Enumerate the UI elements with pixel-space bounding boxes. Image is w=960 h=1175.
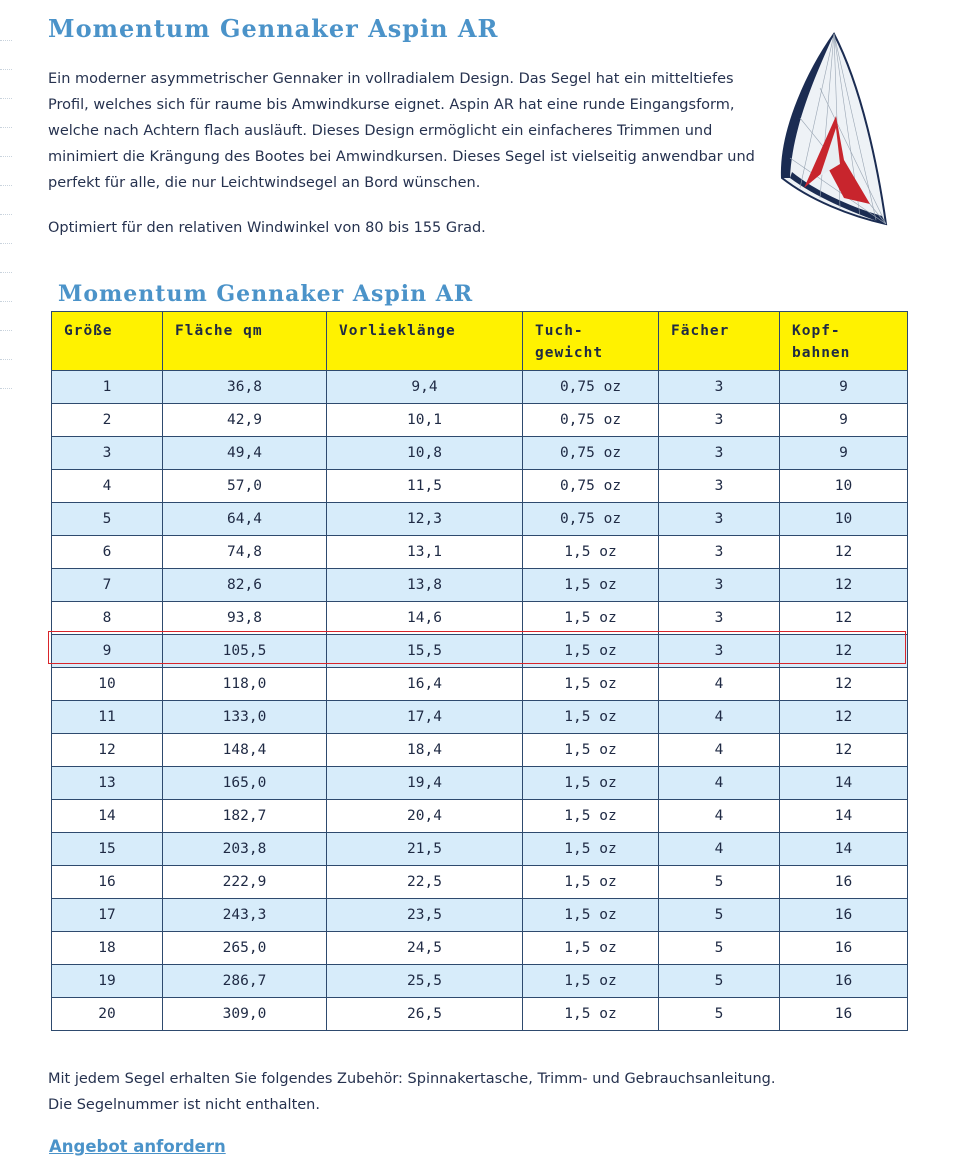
table-row [52,437,908,470]
table-cell: 13 [52,767,163,800]
table-cell: 12 [780,734,908,767]
table-cell: 105,5 [163,635,327,668]
table-cell: 16 [52,866,163,899]
table-title: Momentum Gennaker Aspin AR [58,281,474,307]
table-row [52,866,908,899]
table-cell: 2 [52,404,163,437]
table-cell: 4 [659,800,780,833]
table-cell: 12 [780,536,908,569]
table-cell: 42,9 [163,404,327,437]
accessories-line: Die Segelnummer ist nicht enthalten. [48,1097,320,1113]
table-cell: 1,5 oz [523,536,659,569]
col-header-area: Fläche qm [163,312,327,371]
table-cell: 21,5 [327,833,523,866]
table-cell: 15 [52,833,163,866]
table-cell: 14 [780,833,908,866]
table-cell: 12 [780,602,908,635]
table-cell: 0,75 oz [523,470,659,503]
table-cell: 5 [659,932,780,965]
col-header-panels: Fächer [659,312,780,371]
description-line: perfekt für alle, die nur Leichtwindsegel an Bord wünschen. [48,175,481,191]
table-cell: 9,4 [327,371,523,404]
table-cell: 16 [780,932,908,965]
table-cell: 13,1 [327,536,523,569]
table-cell: 82,6 [163,569,327,602]
table-cell: 5 [659,998,780,1031]
table-cell: 3 [52,437,163,470]
table-cell: 93,8 [163,602,327,635]
table-cell: 12,3 [327,503,523,536]
table-cell: 14 [52,800,163,833]
table-cell: 5 [659,965,780,998]
table-cell: 9 [780,371,908,404]
left-guide-lines [0,40,14,417]
table-cell: 3 [659,437,780,470]
table-cell: 15,5 [327,635,523,668]
table-cell: 4 [659,668,780,701]
table-cell: 203,8 [163,833,327,866]
table-cell: 12 [780,701,908,734]
table-cell: 18 [52,932,163,965]
table-row [52,899,908,932]
table-cell: 1,5 oz [523,602,659,635]
table-cell: 1,5 oz [523,998,659,1031]
page-title: Momentum Gennaker Aspin AR [48,14,499,43]
table-cell: 148,4 [163,734,327,767]
table-cell: 16 [780,899,908,932]
table-cell: 118,0 [163,668,327,701]
sail-size-table [51,311,908,1031]
description-line: welche nach Achtern flach ausläuft. Dieses Design ermöglicht ein einfacheres Trimmen und [48,123,713,139]
accessories-note [48,1066,776,1118]
table-cell: 10,8 [327,437,523,470]
col-header-size: Größe [52,312,163,371]
table-cell: 222,9 [163,866,327,899]
table-cell: 11 [52,701,163,734]
table-cell: 19 [52,965,163,998]
table-cell: 5 [659,866,780,899]
table-cell: 3 [659,569,780,602]
table-cell: 20 [52,998,163,1031]
table-cell: 0,75 oz [523,437,659,470]
table-cell: 64,4 [163,503,327,536]
table-row [52,701,908,734]
table-cell: 16 [780,965,908,998]
table-cell: 182,7 [163,800,327,833]
table-row [52,800,908,833]
table-cell: 16 [780,866,908,899]
table-cell: 243,3 [163,899,327,932]
table-cell: 3 [659,470,780,503]
description-line: minimiert die Krängung des Bootes bei Amwindkursen. Dieses Segel ist vielseitig anwendbar und [48,149,755,165]
table-cell: 7 [52,569,163,602]
table-row [52,503,908,536]
table-cell: 4 [659,701,780,734]
col-header-cloth-weight: Tuch- gewicht [523,312,659,371]
table-cell: 74,8 [163,536,327,569]
table-cell: 1,5 oz [523,569,659,602]
table-cell: 4 [659,734,780,767]
table-row [52,404,908,437]
table-cell: 1,5 oz [523,800,659,833]
table-row [52,536,908,569]
table-cell: 14 [780,800,908,833]
table-cell: 1,5 oz [523,899,659,932]
table-cell: 3 [659,536,780,569]
table-cell: 25,5 [327,965,523,998]
table-cell: 1,5 oz [523,767,659,800]
table-cell: 49,4 [163,437,327,470]
table-cell: 3 [659,503,780,536]
table-cell: 9 [780,437,908,470]
table-cell: 11,5 [327,470,523,503]
table-cell: 0,75 oz [523,503,659,536]
table-row [52,470,908,503]
table-cell: 17 [52,899,163,932]
table-cell: 9 [52,635,163,668]
table-row [52,569,908,602]
table-cell: 1,5 oz [523,965,659,998]
table-cell: 10 [52,668,163,701]
table-cell: 17,4 [327,701,523,734]
table-cell: 309,0 [163,998,327,1031]
table-cell: 20,4 [327,800,523,833]
gennaker-sail-image [770,28,900,238]
table-cell: 8 [52,602,163,635]
table-cell: 0,75 oz [523,371,659,404]
table-cell: 4 [659,833,780,866]
description-line: Ein moderner asymmetrischer Gennaker in vollradialem Design. Das Segel hat ein mitteltiefes [48,71,734,87]
table-cell: 14 [780,767,908,800]
table-cell: 1,5 oz [523,833,659,866]
table-cell: 286,7 [163,965,327,998]
col-header-luff-length: Vorlieklänge [327,312,523,371]
table-cell: 1 [52,371,163,404]
table-cell: 5 [52,503,163,536]
table-cell: 1,5 oz [523,866,659,899]
table-cell: 4 [659,767,780,800]
table-cell: 3 [659,371,780,404]
table-cell: 16 [780,998,908,1031]
table-cell: 36,8 [163,371,327,404]
table-cell: 1,5 oz [523,734,659,767]
table-row [52,635,908,668]
table-cell: 22,5 [327,866,523,899]
wind-angle-text: Optimiert für den relativen Windwinkel von 80 bis 155 Grad. [48,220,486,236]
table-cell: 16,4 [327,668,523,701]
table-row [52,767,908,800]
table-cell: 13,8 [327,569,523,602]
table-cell: 10 [780,470,908,503]
description-line: Profil, welches sich für raume bis Amwindkurse eignet. Aspin AR hat eine runde Eingangsform, [48,97,735,113]
table-cell: 57,0 [163,470,327,503]
request-offer-link[interactable]: Angebot anfordern [49,1137,226,1156]
table-row [52,998,908,1031]
table-row [52,668,908,701]
table-cell: 3 [659,602,780,635]
table-cell: 10 [780,503,908,536]
table-cell: 12 [780,668,908,701]
table-cell: 4 [52,470,163,503]
table-cell: 265,0 [163,932,327,965]
table-cell: 23,5 [327,899,523,932]
table-row [52,833,908,866]
table-cell: 9 [780,404,908,437]
table-cell: 24,5 [327,932,523,965]
table-cell: 1,5 oz [523,668,659,701]
table-cell: 1,5 oz [523,932,659,965]
table-cell: 3 [659,404,780,437]
table-row [52,602,908,635]
table-cell: 0,75 oz [523,404,659,437]
table-cell: 10,1 [327,404,523,437]
table-row [52,965,908,998]
accessories-line: Mit jedem Segel erhalten Sie folgendes Zubehör: Spinnakertasche, Trimm- und Gebrauchsanleitung. [48,1071,776,1087]
table-cell: 133,0 [163,701,327,734]
table-cell: 26,5 [327,998,523,1031]
table-cell: 14,6 [327,602,523,635]
table-cell: 12 [780,635,908,668]
table-cell: 12 [52,734,163,767]
table-row [52,932,908,965]
col-header-head-panels: Kopf- bahnen [780,312,908,371]
table-cell: 3 [659,635,780,668]
table-header-row [52,312,908,371]
table-cell: 1,5 oz [523,635,659,668]
table-cell: 19,4 [327,767,523,800]
table-row [52,371,908,404]
table-cell: 12 [780,569,908,602]
product-description [48,66,758,196]
table-cell: 1,5 oz [523,701,659,734]
table-cell: 5 [659,899,780,932]
table-cell: 6 [52,536,163,569]
table-cell: 18,4 [327,734,523,767]
table-row [52,734,908,767]
table-cell: 165,0 [163,767,327,800]
